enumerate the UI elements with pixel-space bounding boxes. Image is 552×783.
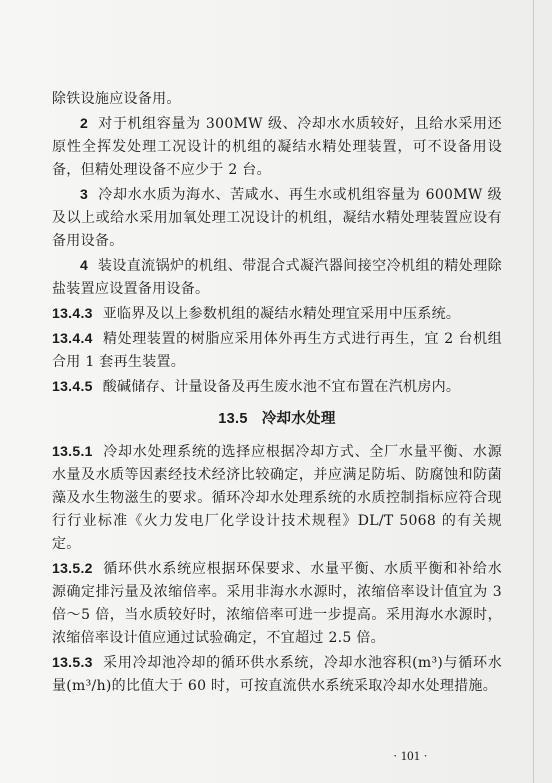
clause-text: 冷却水处理系统的选择应根据冷却方式、全厂水量平衡、水源水量及水质等因素经技术经济比较确定，并应满足防垢、防腐蚀和防菌藻及水生物滋生的要求。循环冷却水处理系统的水质控制指标应符合现行行业标准《火力发电厂化学设计技术规程》DL/T 5068 的有关规定。 [52, 444, 502, 552]
item-number: 4 [80, 257, 89, 273]
document-body [52, 88, 502, 699]
clause-text: 循环供水系统应根据环保要求、水量平衡、水质平衡和补给水源确定排污量及浓缩倍率。采用非海水水源时，浓缩倍率设计值宜为 3 倍～5 倍，当水质较好时，浓缩倍率可进一步提高。采用海水水源时，浓缩倍率设计值应通过试验确定，不宜超过 2.5 倍。 [52, 561, 502, 646]
clause-number: 13.5.1 [52, 443, 93, 459]
item-number: 2 [80, 115, 89, 131]
section-number: 13.5 [218, 411, 248, 427]
clause-number: 13.5.3 [52, 654, 93, 670]
paragraph-continuation [52, 88, 502, 111]
clause-13-5-1 [52, 440, 502, 556]
clause-text: 精处理装置的树脂应采用体外再生方式进行再生，宜 2 台机组合用 1 套再生装置。 [52, 331, 502, 370]
clause-13-4-5 [52, 375, 502, 399]
item-text: 冷却水水质为海水、苦咸水、再生水或机组容量为 600MW 级及以上或给水采用加氧处理工况设计的机组，凝结水精处理装置应设有备用设备。 [52, 187, 502, 249]
item-text: 装设直流锅炉的机组、带混合式凝汽器间接空冷机组的精处理除盐装置应设置备用设备。 [52, 258, 502, 297]
clause-13-5-2 [52, 557, 502, 650]
clause-text: 采用冷却池冷却的循环供水系统，冷却水池容积(m³)与循环水量(m³/h)的比值大于 60 时，可按直流供水系统采取冷却水处理措施。 [52, 655, 502, 694]
item-2 [52, 112, 502, 182]
item-text: 对于机组容量为 300MW 级、冷却水水质较好，且给水采用还原性全挥发处理工况设计的机组的凝结水精处理装置，可不设备用设备，但精处理设备不应少于 2 台。 [52, 116, 502, 178]
text: 除铁设施应设备用。 [52, 91, 181, 107]
item-3 [52, 183, 502, 253]
clause-number: 13.4.5 [52, 378, 93, 394]
clause-13-4-4 [52, 327, 502, 374]
clause-13-4-3 [52, 302, 502, 326]
section-title: 冷却水处理 [261, 411, 336, 427]
item-number: 3 [80, 186, 89, 202]
section-heading [52, 408, 502, 431]
page-number: · 101 · [393, 748, 428, 763]
page-edge-line [533, 0, 534, 783]
clause-number: 13.5.2 [52, 560, 93, 576]
item-4 [52, 254, 502, 301]
clause-text: 酸碱储存、计量设备及再生废水池不宜布置在汽机房内。 [102, 379, 461, 395]
clause-number: 13.4.3 [52, 305, 93, 321]
clause-number: 13.4.4 [52, 330, 93, 346]
clause-text: 亚临界及以上参数机组的凝结水精处理宜采用中压系统。 [102, 306, 461, 322]
clause-13-5-3 [52, 651, 502, 698]
